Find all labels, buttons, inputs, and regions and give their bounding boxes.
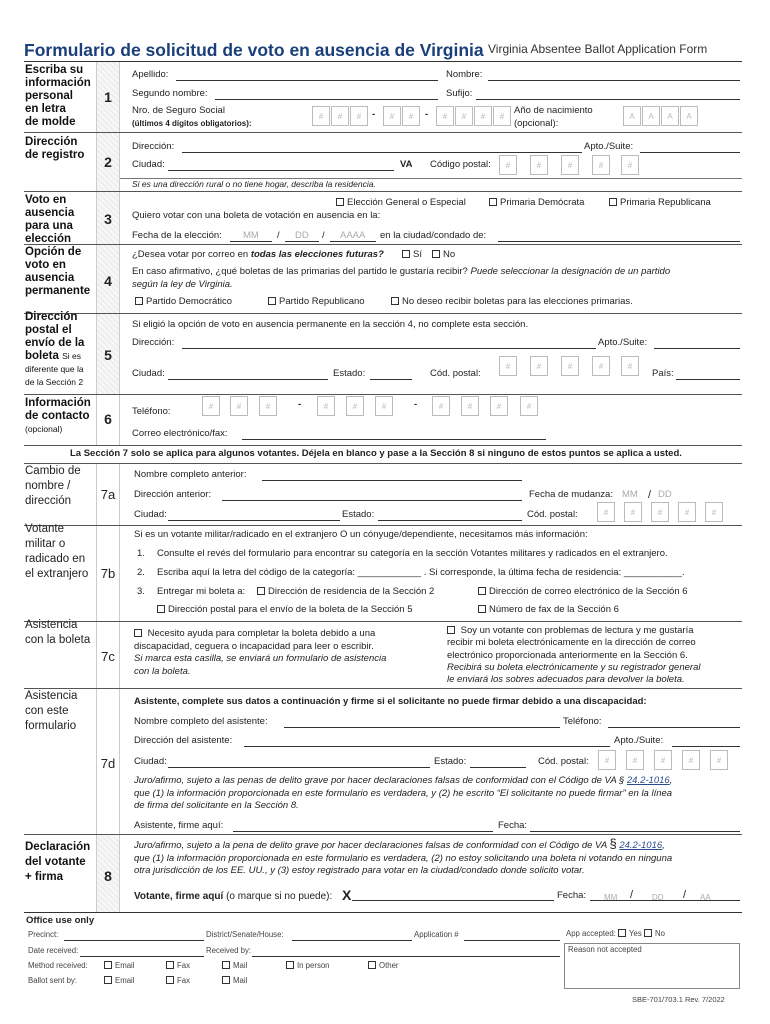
option-primaria-democrata[interactable]: Primaria Demócrata xyxy=(489,198,584,209)
entregar-residencia-option[interactable]: Dirección de residencia de la Sección 2 xyxy=(257,587,434,598)
codigo-va-link[interactable]: 24.2-1016 xyxy=(626,775,670,786)
segundo-nombre-label: Segundo nombre: xyxy=(132,88,208,99)
method-email[interactable]: Email xyxy=(104,961,135,971)
caso-afirmativo-text: En caso afirmativo, ¿qué boletas de las primarias del partido le gustaría recibir? Puede seleccionar la designación de un partido xyxy=(132,266,671,277)
election-dd[interactable]: DD xyxy=(295,230,309,241)
nombre-asistente-label: Nombre completo del asistente: xyxy=(134,716,268,727)
section-7a-label: Cambio de nombre / dirección xyxy=(25,465,81,507)
birth-year-optional: (opcional): xyxy=(514,118,559,129)
votante-juramento: Juro/afirmo, sujeto a la pena de delito grave por hacer declaraciones falsas de conformidad con el Código de VA § 24.2-1016, que (1) la información proporcionada en este formulario es verdadera, (2) no estoy solicitando una boleta ni votando en ninguna otra jurisdicción de los EE. UU., y (3) estoy registrado para votar en la ciudad/condado donde solicito votar. xyxy=(134,836,673,876)
section-1-number: 1 xyxy=(104,89,112,105)
ballot-sent-label: Ballot sent by: xyxy=(28,976,77,985)
direccion-anterior-label: Dirección anterior: xyxy=(134,489,212,500)
method-mail[interactable]: Mail xyxy=(222,961,247,971)
sufijo-field[interactable] xyxy=(476,99,740,100)
permanente-note: Si eligió la opción de voto en ausencia permanente en la sección 4, no complete esta sección. xyxy=(132,319,529,330)
militar-step-1: Consulte el revés del formulario para encontrar su categoría en la sección Votantes militares y radicados en el extranjero. xyxy=(157,548,668,559)
asistente-fecha-field[interactable] xyxy=(530,831,740,832)
zip-box[interactable]: # xyxy=(499,155,517,175)
section-3-label: Voto en ausencia para una elección xyxy=(25,194,75,245)
zip-box[interactable]: # xyxy=(626,750,644,770)
direccion-postal-label: Dirección: xyxy=(132,337,175,348)
segundo-nombre-field[interactable] xyxy=(215,99,438,100)
direccion-registro-label: Dirección: xyxy=(132,141,175,152)
section-4-number: 4 xyxy=(104,273,112,289)
method-other[interactable]: Other xyxy=(368,961,399,971)
boleta-electronica-option[interactable]: Soy un votante con problemas de lectura y me gustaría recibir mi boleta electrónicamente en la dirección de correo electrónico proporcionada anteriormente en la Sección 6. Recibirá su boleta electrónicamente y su registrador general le enviará los sobres adecuados para devolver la boleta. xyxy=(447,625,701,686)
checkbox[interactable] xyxy=(336,198,344,206)
direccion-registro-field[interactable] xyxy=(182,152,582,153)
reason-label: Reason not accepted xyxy=(568,945,642,954)
received-by-label: Received by: xyxy=(206,946,252,955)
codigo-va-link[interactable]: 24.2-1016 xyxy=(619,840,663,851)
checkbox[interactable] xyxy=(478,587,486,595)
apto-postal-label: Apto./Suite: xyxy=(598,337,648,348)
fecha-mudanza-label: Fecha de mudanza: xyxy=(529,489,613,500)
va-state: VA xyxy=(400,159,413,170)
section-2-number: 2 xyxy=(104,154,112,170)
apellido-label: Apellido: xyxy=(132,69,169,80)
mudanza-dd[interactable]: DD xyxy=(658,489,672,500)
zip-box[interactable]: # xyxy=(682,750,700,770)
section-7d-number: 7d xyxy=(100,756,116,771)
apto-postal-field[interactable] xyxy=(654,348,740,349)
direccion-postal-field[interactable] xyxy=(182,348,596,349)
checkbox[interactable] xyxy=(489,198,497,206)
method-in-person[interactable]: In person xyxy=(286,961,330,971)
nombre-label: Nombre: xyxy=(446,69,483,80)
zip-box[interactable]: # xyxy=(530,155,548,175)
votante-fecha-label: Fecha: xyxy=(557,890,587,901)
caso-afirmativo-text-2: según la ley de Virginia. xyxy=(132,279,233,290)
zip-box[interactable]: # xyxy=(654,750,672,770)
district-label: District/Senate/House: xyxy=(206,930,284,939)
zip-box[interactable]: # xyxy=(678,502,696,522)
zip-box[interactable]: # xyxy=(499,356,517,376)
estado-asistente-field[interactable] xyxy=(470,767,526,768)
birth-year-label: Año de nacimiento xyxy=(514,105,593,116)
ciudad-asistente-field[interactable] xyxy=(168,767,430,768)
section-7d-label: Asistencia con este formulario xyxy=(25,690,78,732)
nombre-asistente-field[interactable] xyxy=(284,727,560,728)
method-fax[interactable]: Fax xyxy=(166,961,190,971)
estado-postal-label: Estado: xyxy=(333,368,366,379)
section-8-label: Declaración del votante + firma xyxy=(25,841,91,883)
zip-box[interactable]: # xyxy=(598,750,616,770)
section-1-label: Escriba su información personal en letra de molde xyxy=(25,64,91,128)
apto-field[interactable] xyxy=(640,152,740,153)
election-mm[interactable]: MM xyxy=(243,230,259,241)
date-received-label: Date received: xyxy=(28,946,79,955)
votante-fecha-aa[interactable]: AA xyxy=(700,893,711,902)
zip-box[interactable]: # xyxy=(592,356,610,376)
ciudad-condado-field[interactable] xyxy=(498,241,740,242)
checkbox[interactable] xyxy=(157,605,165,613)
zip-box[interactable]: # xyxy=(621,155,639,175)
zip-box[interactable]: # xyxy=(592,155,610,175)
checkbox[interactable] xyxy=(447,626,455,634)
zip-box[interactable]: # xyxy=(530,356,548,376)
nombre-anterior-field[interactable] xyxy=(262,480,522,481)
checkbox[interactable] xyxy=(268,297,276,305)
checkbox[interactable] xyxy=(391,297,399,305)
zip-box[interactable]: # xyxy=(561,155,579,175)
birth-year-box[interactable]: A xyxy=(642,106,660,126)
checkbox[interactable] xyxy=(402,250,410,258)
pais-field[interactable] xyxy=(676,379,740,380)
partido-democratico-option[interactable]: Partido Democrático xyxy=(135,297,232,308)
zip-box[interactable]: # xyxy=(705,502,723,522)
option-primaria-republicana[interactable]: Primaria Republicana xyxy=(609,198,711,209)
asistencia-boleta-option[interactable]: Necesito ayuda para completar la boleta debido a una discapacidad, ceguera o incapacidad para leer o escribir. Si marca esta casilla, se enviará un formulario de asistencia con la boleta. xyxy=(134,628,387,677)
checkbox[interactable] xyxy=(166,976,174,984)
checkbox[interactable] xyxy=(432,250,440,258)
pais-label: País: xyxy=(652,368,674,379)
asistente-fecha-label: Fecha: xyxy=(498,820,528,831)
checkbox[interactable] xyxy=(104,961,112,969)
zip-box[interactable]: # xyxy=(561,356,579,376)
birth-year-box[interactable]: A xyxy=(680,106,698,126)
fecha-eleccion-label: Fecha de la elección: xyxy=(132,230,222,241)
checkbox[interactable] xyxy=(222,961,230,969)
checkbox[interactable] xyxy=(257,587,265,595)
checkbox[interactable] xyxy=(222,976,230,984)
votante-fecha-mm[interactable]: MM xyxy=(604,893,618,902)
birth-year-box[interactable]: A xyxy=(623,106,641,126)
page-title: Formulario de solicitud de voto en ausencia de Virginia xyxy=(24,40,484,60)
apto-label: Apto./Suite: xyxy=(584,141,634,152)
sent-mail[interactable]: Mail xyxy=(222,976,247,986)
ciudad-anterior-label: Ciudad: xyxy=(134,509,167,520)
militar-step-3: Entregar mi boleta a: xyxy=(157,586,246,597)
apto-asistente-label: Apto./Suite: xyxy=(614,735,664,746)
votante-firma-field[interactable] xyxy=(352,900,554,901)
checkbox[interactable] xyxy=(286,961,294,969)
rural-note: Si es una dirección rural o no tiene hogar, describa la residencia. xyxy=(132,179,376,189)
votar-correo-question: ¿Desea votar por correo en todas las elecciones futuras? xyxy=(132,249,384,260)
section-7b-label: Votante militar o radicado en el extranjero xyxy=(25,523,89,580)
zip-box[interactable]: # xyxy=(624,502,642,522)
zip-box[interactable]: # xyxy=(710,750,728,770)
section-6-label: Información de contacto (opcional) xyxy=(25,397,91,434)
section-3-number: 3 xyxy=(104,211,112,227)
no-primarias-option[interactable]: No deseo recibir boletas para las elecciones primarias. xyxy=(391,297,633,308)
estado-postal-field[interactable] xyxy=(370,379,412,380)
telefono-asistente-field[interactable] xyxy=(608,727,740,728)
asistente-heading: Asistente, complete sus datos a continuación y firme si el solicitante no puede firmar debido a una discapacidad: xyxy=(134,696,647,707)
election-aaaa[interactable]: AAAA xyxy=(340,230,366,241)
checkbox[interactable] xyxy=(618,929,626,937)
zip-box[interactable]: # xyxy=(651,502,669,522)
checkbox[interactable] xyxy=(134,629,142,637)
section-4-label: Opción de voto en ausencia permanente xyxy=(25,246,91,297)
mudanza-mm[interactable]: MM xyxy=(622,489,638,500)
entregar-postal-option[interactable]: Dirección postal para el envío de la boleta de la Sección 5 xyxy=(157,605,413,616)
section-2-label: Dirección de registro xyxy=(25,136,85,161)
apto-asistente-field[interactable] xyxy=(672,746,740,747)
section-6-number: 6 xyxy=(104,411,112,427)
page-subtitle: Virginia Absentee Ballot Application Form xyxy=(488,42,708,56)
form-code: SBE-701/703.1 Rev. 7/2022 xyxy=(632,995,725,1004)
ciudad-anterior-field[interactable] xyxy=(168,520,340,521)
cp-asistente-label: Cód. postal: xyxy=(538,756,589,767)
militar-step-2[interactable]: Escriba aquí la letra del código de la categoría: ____________ . Si corresponde, la última fecha de residencia: ___________. xyxy=(157,567,685,578)
checkbox[interactable] xyxy=(166,961,174,969)
votante-fecha-dd[interactable]: DD xyxy=(652,893,664,902)
ciudad-label: Ciudad: xyxy=(132,159,165,170)
entregar-correo-option[interactable]: Dirección de correo electrónico de la Sección 6 xyxy=(478,587,688,598)
precinct-label: Precinct: xyxy=(28,930,59,939)
checkbox[interactable] xyxy=(644,929,652,937)
zip-box[interactable]: # xyxy=(621,356,639,376)
section-5-number: 5 xyxy=(104,347,112,363)
ciudad-postal-field[interactable] xyxy=(168,379,328,380)
nombre-anterior-label: Nombre completo anterior: xyxy=(134,469,247,480)
checkbox[interactable] xyxy=(609,198,617,206)
asistente-juramento: Juro/afirmo, sujeto a las penas de delito grave por hacer declaraciones falsas de conformidad con el Código de VA § 24.2-1016, que (1) la información proporcionada en este formulario es verdadera, y (2) he escrito “El solicitante no puede firmar” en la línea de firma del solicitante en la Sección 8. xyxy=(134,775,673,811)
asistente-firma-field[interactable] xyxy=(233,831,493,832)
direccion-asistente-label: Dirección del asistente: xyxy=(134,735,233,746)
ciudad-postal-label: Ciudad: xyxy=(132,368,165,379)
estado-anterior-label: Estado: xyxy=(342,509,375,520)
checkbox[interactable] xyxy=(478,605,486,613)
checkbox[interactable] xyxy=(104,976,112,984)
checkbox[interactable] xyxy=(368,961,376,969)
section-7c-label: Asistencia con la boleta xyxy=(25,619,91,646)
cp-postal-label: Cód. postal: xyxy=(430,368,481,379)
entregar-fax-option[interactable]: Número de fax de la Sección 6 xyxy=(478,605,619,616)
section-7a-number: 7a xyxy=(100,487,116,502)
asistente-firma-label: Asistente, firme aquí: xyxy=(134,820,224,831)
sent-email[interactable]: Email xyxy=(104,976,135,986)
ssn-note: (últimos 4 dígitos obligatorios): xyxy=(132,119,252,128)
telefono-asistente-label: Teléfono: xyxy=(563,716,602,727)
application-label: Application # xyxy=(414,930,459,939)
sufijo-label: Sufijo: xyxy=(446,88,473,99)
estado-asistente-label: Estado: xyxy=(434,756,467,767)
method-label: Method received: xyxy=(28,961,88,970)
partido-republicano-option[interactable]: Partido Republicano xyxy=(268,297,365,308)
sent-fax[interactable]: Fax xyxy=(166,976,190,986)
section-7-banner: La Sección 7 solo se aplica para algunos votantes. Déjela en blanco y pase a la Sección 8 si ninguno de estos puntos se aplica a usted. xyxy=(70,448,682,459)
direccion-anterior-field[interactable] xyxy=(222,500,522,501)
ciudad-condado-label: en la ciudad/condado de: xyxy=(380,230,487,241)
cp-anterior-label: Cód. postal: xyxy=(527,509,578,520)
no-option[interactable]: No xyxy=(432,250,455,261)
correo-fax-label: Correo electrónico/fax: xyxy=(132,428,228,439)
zip-box[interactable]: # xyxy=(597,502,615,522)
ciudad-asistente-label: Ciudad: xyxy=(134,756,167,767)
si-option[interactable]: Sí xyxy=(402,250,422,261)
checkbox[interactable] xyxy=(135,297,143,305)
section-8-number: 8 xyxy=(104,868,112,884)
option-general-special[interactable]: Elección General o Especial xyxy=(336,198,466,209)
militar-intro: Si es un votante militar/radicado en el extranjero O un cónyuge/dependiente, necesitamos más información: xyxy=(134,529,588,540)
votante-firma-label: Votante, firme aquí (o marque si no puede): xyxy=(134,891,333,902)
ciudad-field[interactable] xyxy=(168,170,394,171)
quiero-votar-text: Quiero votar con una boleta de votación en ausencia en la: xyxy=(132,210,381,221)
correo-fax-field[interactable] xyxy=(242,439,546,440)
codigo-postal-label: Código postal: xyxy=(430,159,491,170)
apellido-field[interactable] xyxy=(176,80,438,81)
birth-year-box[interactable]: A xyxy=(661,106,679,126)
estado-anterior-field[interactable] xyxy=(378,520,522,521)
signature-x-mark: X xyxy=(342,887,352,903)
direccion-asistente-field[interactable] xyxy=(244,746,610,747)
app-accepted-label: App accepted: Yes No xyxy=(566,929,665,938)
telefono-label: Teléfono: xyxy=(132,406,171,417)
nombre-field[interactable] xyxy=(488,80,740,81)
section-5-label: Dirección postal el envío de la boleta Si es diferente que la de la Sección 2 xyxy=(25,311,85,387)
section-7c-number: 7c xyxy=(101,649,115,664)
section-7b-number: 7b xyxy=(100,566,116,581)
office-use-title: Office use only xyxy=(26,915,95,926)
ssn-label: Nro. de Seguro Social xyxy=(132,105,225,116)
